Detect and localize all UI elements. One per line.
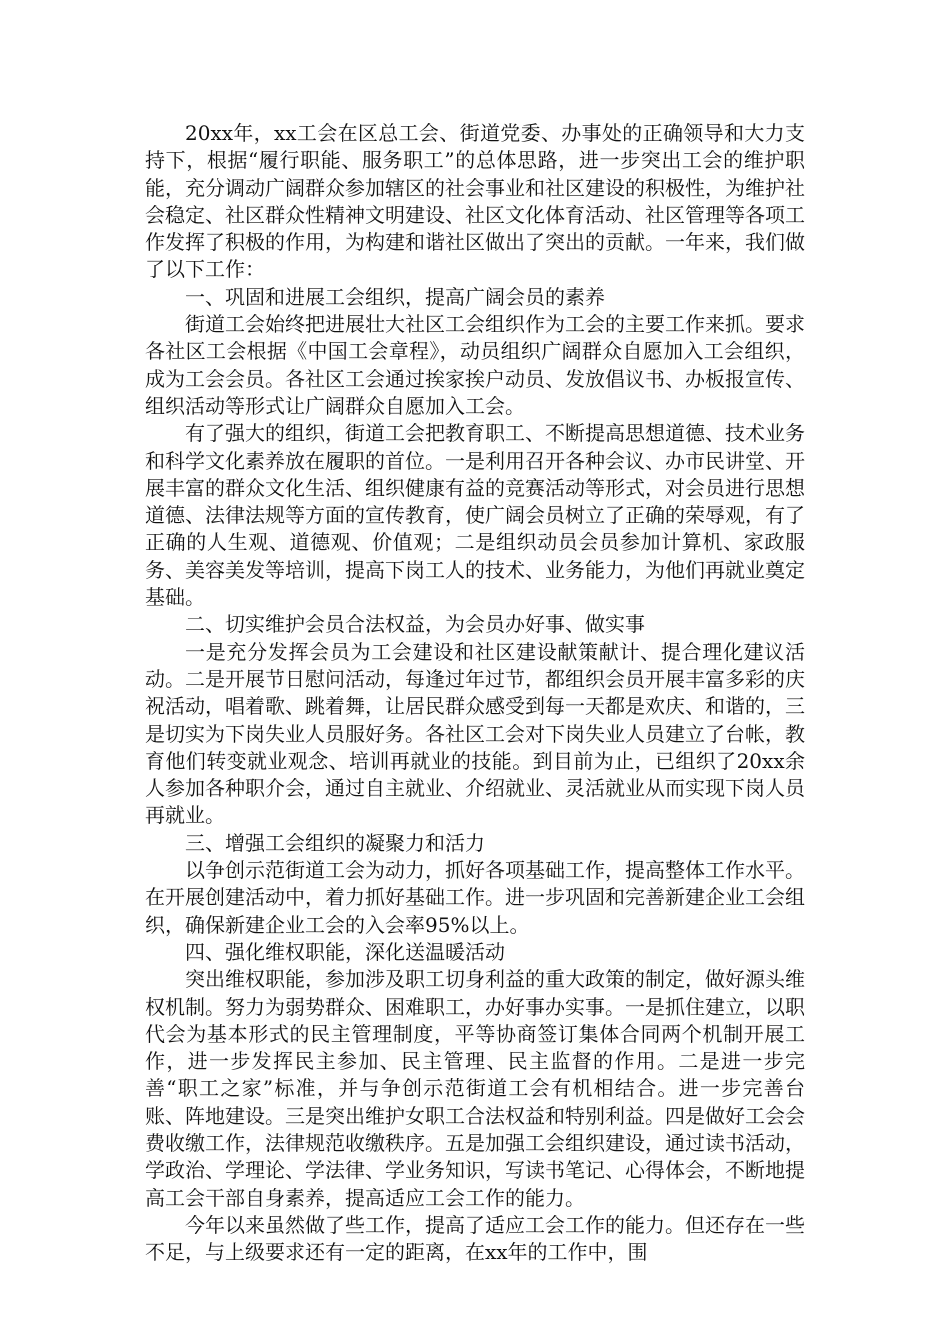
section-heading-4: 四、强化维权职能，深化送温暖活动 xyxy=(185,939,505,964)
document-body xyxy=(145,120,805,1266)
section-heading-3: 三、增强工会组织的凝聚力和活力 xyxy=(185,830,485,855)
section-1-paragraph-2: 有了强大的组织，街道工会把教育职工、不断提高思想道德、技术业务和科学文化素养放在履职的首位。一是利用召开各种会议、办市民讲堂、开展丰富的群众文化生活、组织健康有益的竞赛活动等形式，对会员进行思想道德、法律法规等方面的宣传教育，使广阔会员树立了正确的荣辱观，有了正确的人生观、道德观、价值观；二是组织动员会员参加计算机、家政服务、美容美发等培训，提高下岗工人的技术、业务能力，为他们再就业奠定基础。 xyxy=(145,421,805,610)
closing-paragraph: 今年以来虽然做了些工作，提高了适应工会工作的能力。但还存在一些不足，与上级要求还有一定的距离，在xx年的工作中，围 xyxy=(145,1212,805,1265)
section-1-paragraph-1: 街道工会始终把进展壮大社区工会组织作为工会的主要工作来抓。要求各社区工会根据《中国工会章程》，动员组织广阔群众自愿加入工会组织，成为工会会员。各社区工会通过挨家挨户动员、发放倡议书、办板报宣传、组织活动等形式让广阔群众自愿加入工会。 xyxy=(145,312,805,418)
section-4-paragraph: 突出维权职能，参加涉及职工切身利益的重大政策的制定，做好源头维权机制。努力为弱势群众、困难职工，办好事办实事。一是抓住建立，以职代会为基本形式的民主管理制度，平等协商签订集体合同两个机制开展工作，进一步发挥民主参加、民主管理、民主监督的作用。二是进一步完善“职工之家”标准，并与争创示范街道工会有机相结合。进一步完善台账、阵地建设。三是突出维护女职工合法权益和特别利益。四是做好工会会费收缴工作，法律规范收缴秩序。五是加强工会组织建设，通过读书活动，学政治、学理论、学法律、学业务知识，写读书笔记、心得体会，不断地提高工会干部自身素养，提高适应工会工作的能力。 xyxy=(145,967,805,1210)
intro-paragraph: 20xx年，xx工会在区总工会、街道党委、办事处的正确领导和大力支持下，根据“履行职能、服务职工”的总体思路，进一步突出工会的维护职能，充分调动广阔群众参加辖区的社会事业和社区建设的积极性，为维护社会稳定、社区群众性精神文明建设、社区文化体育活动、社区管理等各项工作发挥了积极的作用，为构建和谐社区做出了突出的贡献。一年来，我们做了以下工作： xyxy=(145,121,805,282)
section-heading-2: 二、切实维护会员合法权益，为会员办好事、做实事 xyxy=(185,612,645,637)
section-3-paragraph: 以争创示范街道工会为动力，抓好各项基础工作，提高整体工作水平。在开展创建活动中，着力抓好基础工作。进一步巩固和完善新建企业工会组织，确保新建企业工会的入会率95%以上。 xyxy=(145,858,805,937)
section-heading-1: 一、巩固和进展工会组织，提高广阔会员的素养 xyxy=(185,284,605,309)
section-2-paragraph: 一是充分发挥会员为工会建设和社区建设献策献计、提合理化建议活动。二是开展节日慰问活动，每逢过年过节，都组织会员开展丰富多彩的庆祝活动，唱着歌、跳着舞，让居民群众感受到每一天都是欢庆、和谐的，三是切实为下岗失业人员服好务。各社区工会对下岗失业人员建立了台帐，教育他们转变就业观念、培训再就业的技能。到目前为止，已组织了20xx余人参加各种职介会，通过自主就业、介绍就业、灵活就业从而实现下岗人员再就业。 xyxy=(145,639,805,828)
